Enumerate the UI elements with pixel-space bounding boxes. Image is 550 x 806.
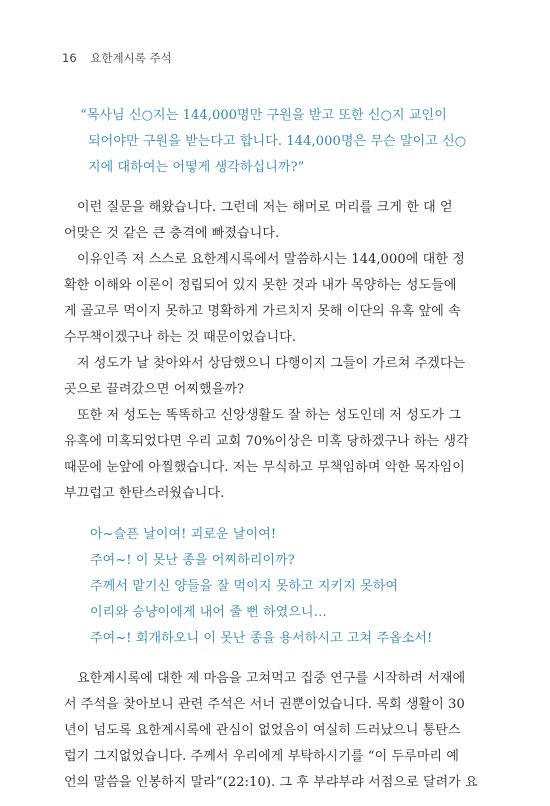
body-line: 때문에 눈앞에 아찔했습니다. 저는 무식하고 무책임하며 악한 목자임이 — [64, 460, 465, 475]
poem-line: 주여~! 이 못난 종을 어찌하리이까? — [90, 553, 295, 568]
body-line: 언의 말씀을 인봉하지 말라”(22:10). 그 후 부랴부랴 서점으로 달려가 요 — [64, 775, 478, 790]
body-line: 럽기 그지없었습니다. 주께서 우리에게 부탁하시기를 “이 두루마리 예 — [64, 749, 460, 764]
body-line: 확한 이해와 이론이 정립되어 있지 못한 것과 내가 목양하는 성도들에 — [64, 278, 457, 293]
running-title: 요한계시록 주석 — [90, 51, 172, 65]
poem-line: 주께서 맡기신 양들을 잘 먹이지 못하고 지키지 못하여 — [90, 579, 399, 594]
page-number: 16 — [62, 51, 77, 65]
quote-line: 되어야만 구원을 받는다고 합니다. 144,000명은 무슨 말이고 신○ — [88, 134, 467, 149]
body-line: 유혹에 미혹되었다면 우리 교회 70%이상은 미혹 당하겠구나 하는 생각 — [64, 434, 469, 449]
quote-line: 지에 대하여는 어떻게 생각하십니까?” — [88, 160, 305, 175]
body-line: 곳으로 끌려갔으면 어찌했을까? — [64, 382, 245, 397]
poem-line: 아~슬픈 날이여! 괴로운 날이여! — [90, 527, 277, 542]
body-line: 년이 넘도록 요한계시록에 관심이 없었음이 여실히 드러났으니 통탄스 — [64, 723, 461, 738]
running-header — [62, 50, 172, 66]
body-line: 이런 질문을 해왔습니다. 그런데 저는 해머로 머리를 크게 한 대 얻 — [77, 200, 453, 215]
body-line: 부끄럽고 한탄스러웠습니다. — [64, 486, 225, 501]
body-line: 이유인즉 저 스스로 요한계시록에서 말씀하시는 144,000에 대한 정 — [77, 252, 465, 267]
body-line: 수무책이겠구나 하는 것 때문이었습니다. — [64, 330, 297, 345]
body-line: 게 골고루 먹이지 못하고 명확하게 가르치지 못해 이단의 유혹 앞에 속 — [64, 304, 461, 319]
body-line: 어맞은 것 같은 큰 충격에 빠졌습니다. — [64, 226, 280, 241]
body-line: 서 주석을 찾아보니 관련 주석은 서너 권뿐이었습니다. 목회 생활이 30 — [64, 697, 465, 712]
poem-line: 주여~! 회개하오니 이 못난 종을 용서하시고 고쳐 주옵소서! — [90, 631, 433, 646]
body-line: 요한계시록에 대한 제 마음을 고쳐먹고 집중 연구를 시작하려 서재에 — [77, 671, 466, 686]
body-line: 저 성도가 날 찾아와서 상담했으니 다행이지 그들이 가르쳐 주겠다는 — [77, 356, 466, 371]
poem-line: 이리와 승냥이에게 내어 줄 뻔 하였으니… — [90, 605, 327, 620]
quote-line: “목사님 신○지는 144,000명만 구원을 받고 또한 신○지 교인이 — [80, 108, 447, 123]
body-line: 또한 저 성도는 똑똑하고 신앙생활도 잘 하는 성도인데 저 성도가 그 — [77, 408, 462, 423]
